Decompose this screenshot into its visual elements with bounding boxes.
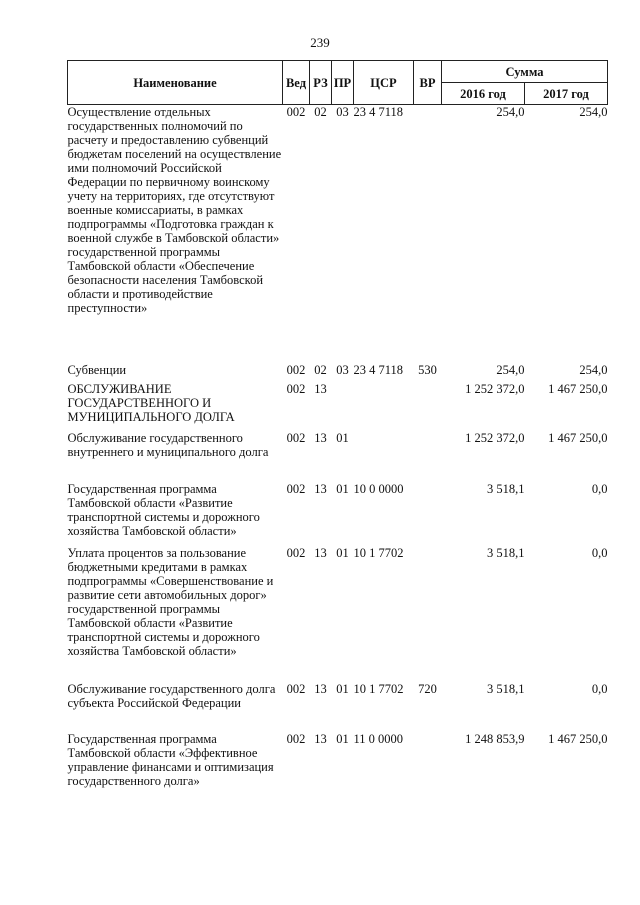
table-row: [68, 382, 608, 431]
row-pr: 03: [336, 362, 349, 377]
row-ved: 002: [286, 430, 306, 445]
row-rz: 13: [314, 430, 327, 445]
row-name: Государственная программа Тамбовской области «Развитие транспортной системы и дорожного хозяйства Тамбовской области»: [67, 481, 260, 538]
row-vr: 530: [418, 362, 437, 377]
row-vr: [414, 105, 442, 363]
row-pr: 03: [336, 105, 349, 119]
row-amount-2017: 1 467 250,0: [548, 381, 608, 396]
row-rz: 02: [314, 362, 327, 377]
row-rz: 02: [314, 105, 327, 119]
row-name: Уплата процентов за пользование бюджетными кредитами в рамках подпрограммы «Совершенствование и развитие сети автомобильных дорог» государственной программы Тамбовской области «Развитие транспортной системы и дорожного хозяйства Тамбовской области»: [67, 545, 274, 658]
row-amount-2017: 0,0: [591, 681, 608, 696]
row-csr: [354, 382, 414, 431]
row-amount-2016: 3 518,1: [487, 681, 525, 696]
row-vr: [414, 546, 442, 682]
row-pr: [332, 382, 354, 431]
row-name: ОБСЛУЖИВАНИЕ ГОСУДАРСТВЕННОГО И МУНИЦИПАЛЬНОГО ДОЛГА: [67, 381, 235, 424]
row-amount-2016: 254,0: [496, 105, 525, 119]
table-body: [68, 105, 608, 812]
row-rz: 13: [314, 481, 327, 496]
header-sum: Сумма: [442, 61, 608, 83]
row-vr: [414, 431, 442, 482]
row-amount-2016: 1 252 372,0: [465, 381, 525, 396]
row-amount-2017: 0,0: [591, 545, 608, 560]
row-vr: [414, 482, 442, 546]
header-ved: Вед: [283, 61, 310, 105]
header-year-2016: 2016 год: [442, 83, 525, 105]
row-ved: 002: [286, 381, 306, 396]
table-row: [68, 732, 608, 812]
row-csr: 10 0 0000: [353, 481, 404, 496]
page-number: 239: [310, 35, 330, 50]
row-ved: 002: [286, 545, 306, 560]
row-csr: 23 4 7118: [353, 105, 404, 119]
row-amount-2016: 1 252 372,0: [465, 430, 525, 445]
row-amount-2017: 1 467 250,0: [548, 430, 608, 445]
table-row: [68, 546, 608, 682]
row-amount-2017: 1 467 250,0: [548, 731, 608, 746]
row-ved: 002: [286, 681, 306, 696]
row-pr: 01: [336, 731, 349, 746]
header-name: Наименование: [68, 61, 283, 105]
row-pr: 01: [336, 430, 349, 445]
header-year-2017: 2017 год: [525, 83, 608, 105]
row-name: Обслуживание государственного долга субъекта Российской Федерации: [67, 681, 276, 710]
row-name: Обслуживание государственного внутреннего и муниципального долга: [67, 430, 269, 459]
budget-table: [67, 60, 608, 812]
row-ved: 002: [286, 731, 306, 746]
header-rz: РЗ: [310, 61, 332, 105]
row-amount-2017: 254,0: [579, 105, 608, 119]
table-row: [68, 105, 608, 363]
row-pr: 01: [336, 481, 349, 496]
row-rz: 13: [314, 381, 327, 396]
row-vr: [414, 732, 442, 812]
row-amount-2017: 254,0: [579, 362, 608, 377]
table-row: [68, 682, 608, 732]
row-csr: 11 0 0000: [353, 731, 404, 746]
row-amount-2016: 3 518,1: [487, 481, 525, 496]
header-pr: ПР: [332, 61, 354, 105]
row-ved: 002: [286, 362, 306, 377]
row-name: Государственная программа Тамбовской области «Эффективное управление финансами и оптимизация государственного долга»: [67, 731, 274, 788]
row-amount-2016: 1 248 853,9: [465, 731, 525, 746]
table-row: [68, 482, 608, 546]
table-row: [68, 431, 608, 482]
row-rz: 13: [314, 545, 327, 560]
row-csr: [354, 431, 414, 482]
row-ved: 002: [286, 105, 306, 119]
header-vr: ВР: [414, 61, 442, 105]
row-amount-2017: 0,0: [591, 481, 608, 496]
row-csr: 10 1 7702: [353, 545, 404, 560]
row-ved: 002: [286, 481, 306, 496]
row-amount-2016: 3 518,1: [487, 545, 525, 560]
row-csr: 23 4 7118: [353, 362, 404, 377]
row-amount-2016: 254,0: [496, 362, 525, 377]
row-vr: 720: [418, 681, 437, 696]
row-name: Осуществление отдельных государственных полномочий по расчету и предоставлению субвенций бюджетам поселений на осуществление ими полномочий Российской Федерации по первичному воинскому учету на территориях, где отсутствуют военные комиссариаты, в рамках подпрограммы «Подготовка граждан к военной службе в Тамбовской области» государственной программы Тамбовской области «Обеспечение безопасности населения Тамбовской области и противодействие преступности»: [67, 105, 282, 315]
row-vr: [414, 382, 442, 431]
header-csr: ЦСР: [354, 61, 414, 105]
row-pr: 01: [336, 681, 349, 696]
row-name: Субвенции: [67, 362, 127, 377]
row-csr: 10 1 7702: [353, 681, 404, 696]
row-rz: 13: [314, 681, 327, 696]
row-pr: 01: [336, 545, 349, 560]
row-rz: 13: [314, 731, 327, 746]
table-row: [68, 363, 608, 382]
table-header: [68, 61, 608, 105]
